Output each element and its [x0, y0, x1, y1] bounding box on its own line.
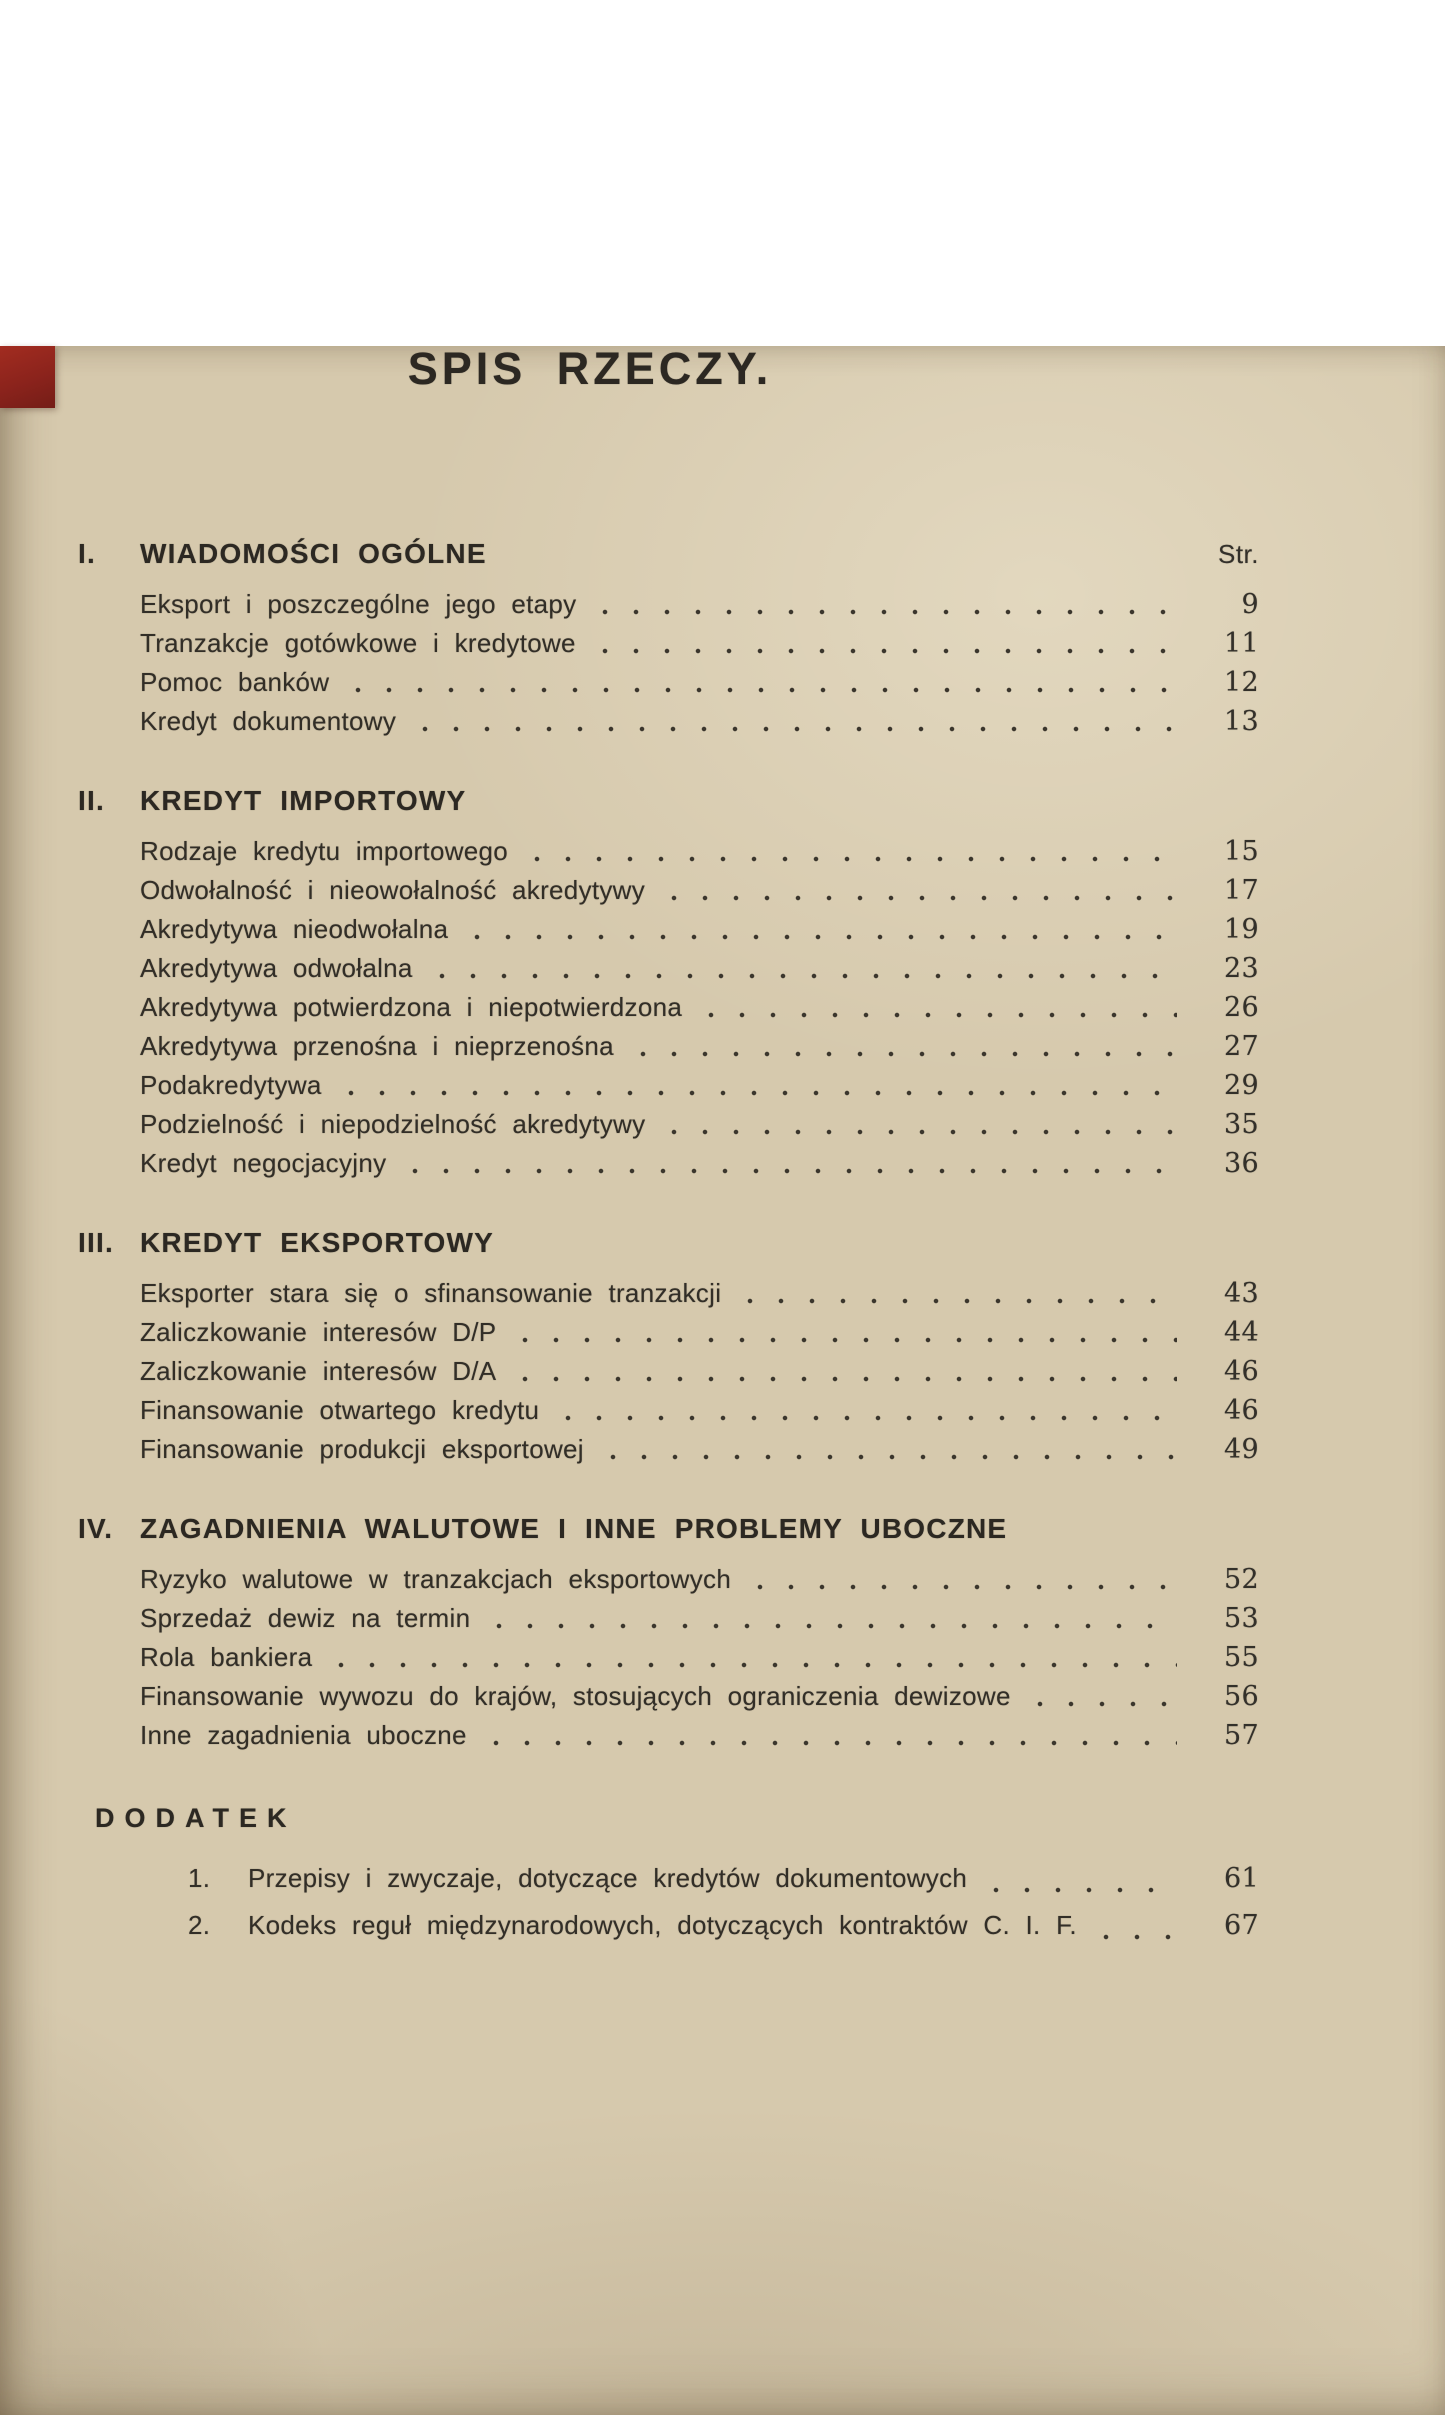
toc-entry-label: Podzielność i niepodzielność akredytywy	[140, 1109, 646, 1139]
dot-leader	[468, 934, 1177, 940]
dot-leader	[528, 856, 1177, 862]
dot-leader	[604, 1454, 1177, 1460]
appendix-item-row	[0, 1855, 1445, 1902]
dot-leader	[702, 1012, 1177, 1018]
page-number: 56	[1224, 1681, 1259, 1712]
toc-entry-label: Zaliczkowanie interesów D/A	[140, 1356, 497, 1386]
dot-leader	[487, 1740, 1177, 1746]
dot-leader	[665, 895, 1177, 901]
toc-entry-row	[0, 1391, 1445, 1430]
toc-entry-row	[0, 585, 1445, 624]
toc-entry-row	[0, 1144, 1445, 1183]
toc-entry-label: Inne zagadnienia uboczne	[140, 1720, 467, 1750]
section-title: KREDYT IMPORTOWY	[140, 785, 467, 816]
page-number: 67	[1224, 1910, 1259, 1941]
book-cover-corner	[0, 346, 55, 408]
page-title: SPIS RZECZY.	[407, 343, 773, 394]
toc-entry-row	[0, 1560, 1445, 1599]
appendix-item-number: 1.	[188, 1863, 211, 1893]
toc-entry-label: Rodzaje kredytu importowego	[140, 836, 509, 866]
dot-leader	[433, 973, 1177, 979]
page-number: 46	[1224, 1395, 1259, 1426]
toc-entry-label: Eksporter stara się o sfinansowanie tranzakcji	[140, 1278, 722, 1308]
toc-entry-label: Sprzedaż dewiz na termin	[140, 1603, 471, 1633]
section-title: KREDYT EKSPORTOWY	[140, 1227, 495, 1258]
scanned-book-page	[0, 343, 1445, 2415]
toc-entry-row	[0, 1105, 1445, 1144]
dot-leader	[634, 1051, 1177, 1057]
toc-entry-row	[0, 988, 1445, 1027]
toc-entry-label: Zaliczkowanie interesów D/P	[140, 1317, 497, 1347]
toc-entry-row	[0, 1430, 1445, 1469]
appendix-item-number: 2.	[188, 1910, 211, 1940]
toc-section	[0, 536, 1445, 741]
dot-leader	[596, 609, 1177, 615]
toc-entry-row	[0, 1066, 1445, 1105]
toc-entry-row	[0, 1677, 1445, 1716]
entry-list	[0, 832, 1445, 1183]
page-number: 23	[1224, 953, 1259, 984]
toc-entry-row	[0, 1274, 1445, 1313]
section-header	[0, 783, 1445, 819]
appendix-item-label: Kodeks reguł międzynarodowych, dotyczących kontraktów C. I. F.	[248, 1910, 1077, 1940]
dot-leader	[332, 1662, 1177, 1668]
entry-list	[0, 1560, 1445, 1755]
appendix-item-row	[0, 1902, 1445, 1949]
toc-entry-label: Ryzyko walutowe w tranzakcjach eksportowych	[140, 1564, 732, 1594]
page-number: 57	[1224, 1720, 1259, 1751]
toc-entry-row	[0, 1599, 1445, 1638]
toc-entry-label: Pomoc banków	[140, 667, 330, 697]
toc-entry-label: Akredytywa nieodwołalna	[140, 914, 449, 944]
appendix-item-list	[0, 1855, 1445, 1949]
toc-entry-label: Rola bankiera	[140, 1642, 313, 1672]
page-number: 27	[1224, 1031, 1259, 1062]
appendix-heading: DODATEK	[95, 1803, 297, 1833]
page-column-header: Str.	[1217, 539, 1259, 569]
page-number: 35	[1224, 1109, 1259, 1140]
page-number: 13	[1224, 706, 1259, 737]
toc-entry-row	[0, 702, 1445, 741]
entry-list	[0, 585, 1445, 741]
page-number: 11	[1224, 628, 1259, 659]
section-title: ZAGADNIENIA WALUTOWE I INNE PROBLEMY UBOCZNE	[140, 1513, 1008, 1544]
toc-entry-row	[0, 1638, 1445, 1677]
page-number: 9	[1241, 589, 1259, 620]
page-number: 36	[1224, 1148, 1259, 1179]
toc-entry-label: Eksport i poszczególne jego etapy	[140, 589, 577, 619]
section-numeral: III.	[78, 1227, 114, 1258]
section-numeral: II.	[78, 785, 105, 816]
toc-entry-label: Kredyt dokumentowy	[140, 706, 397, 736]
page-number: 49	[1224, 1434, 1259, 1465]
page-number: 46	[1224, 1356, 1259, 1387]
toc-entry-label: Finansowanie otwartego kredytu	[140, 1395, 540, 1425]
toc-entry-row	[0, 663, 1445, 702]
dot-leader	[490, 1623, 1177, 1629]
page-number: 15	[1224, 836, 1259, 867]
toc-entry-row	[0, 910, 1445, 949]
dot-leader	[516, 1337, 1177, 1343]
section-title: WIADOMOŚCI OGÓLNE	[140, 538, 487, 569]
page-number: 44	[1224, 1317, 1259, 1348]
toc-entry-row	[0, 949, 1445, 988]
toc-entry-row	[0, 1352, 1445, 1391]
dot-leader	[665, 1129, 1177, 1135]
section-numeral: IV.	[78, 1513, 114, 1544]
dot-leader	[559, 1415, 1177, 1421]
toc-entry-label: Akredytywa odwołalna	[140, 953, 413, 983]
appendix-section	[0, 1801, 1445, 1949]
toc-entry-label: Finansowanie wywozu do krajów, stosujących ograniczenia dewizowe	[140, 1681, 1011, 1711]
appendix-item-label: Przepisy i zwyczaje, dotyczące kredytów dokumentowych	[248, 1863, 968, 1893]
section-header	[0, 536, 1445, 572]
toc-entry-row	[0, 624, 1445, 663]
page-number: 12	[1224, 667, 1259, 698]
section-header	[0, 1225, 1445, 1261]
toc-entry-row	[0, 1313, 1445, 1352]
page-number: 29	[1224, 1070, 1259, 1101]
dot-leader	[741, 1298, 1177, 1304]
dot-leader	[342, 1090, 1177, 1096]
dot-leader	[987, 1887, 1177, 1893]
toc-entry-label: Akredytywa potwierdzona i niepotwierdzona	[140, 992, 683, 1022]
section-numeral: I.	[78, 538, 96, 569]
page-number: 26	[1224, 992, 1259, 1023]
toc-entry-label: Finansowanie produkcji eksportowej	[140, 1434, 584, 1464]
page-number: 43	[1224, 1278, 1259, 1309]
page-number: 19	[1224, 914, 1259, 945]
page-number: 52	[1224, 1564, 1259, 1595]
dot-leader	[406, 1168, 1177, 1174]
entry-list	[0, 1274, 1445, 1469]
toc-entry-row	[0, 832, 1445, 871]
page-number: 53	[1224, 1603, 1259, 1634]
dot-leader	[416, 726, 1177, 732]
dot-leader	[516, 1376, 1177, 1382]
toc-entry-label: Tranzakcje gotówkowe i kredytowe	[140, 628, 576, 658]
toc-entry-row	[0, 1027, 1445, 1066]
page-number: 17	[1224, 875, 1259, 906]
section-header	[0, 1511, 1445, 1547]
toc-entry-row	[0, 871, 1445, 910]
page-number: 61	[1224, 1863, 1259, 1894]
toc-entry-label: Podakredytywa	[140, 1070, 322, 1100]
toc-section	[0, 1511, 1445, 1755]
dot-leader	[349, 687, 1177, 693]
dot-leader	[751, 1584, 1177, 1590]
page-number: 55	[1224, 1642, 1259, 1673]
dot-leader	[1097, 1934, 1177, 1940]
dot-leader	[1031, 1701, 1177, 1707]
toc-entry-label: Kredyt negocjacyjny	[140, 1148, 387, 1178]
toc-entry-row	[0, 1716, 1445, 1755]
table-of-contents	[0, 536, 1445, 1755]
dot-leader	[596, 648, 1177, 654]
toc-entry-label: Akredytywa przenośna i nieprzenośna	[140, 1031, 614, 1061]
toc-section	[0, 783, 1445, 1183]
toc-section	[0, 1225, 1445, 1469]
toc-entry-label: Odwołalność i nieowołalność akredytywy	[140, 875, 646, 905]
